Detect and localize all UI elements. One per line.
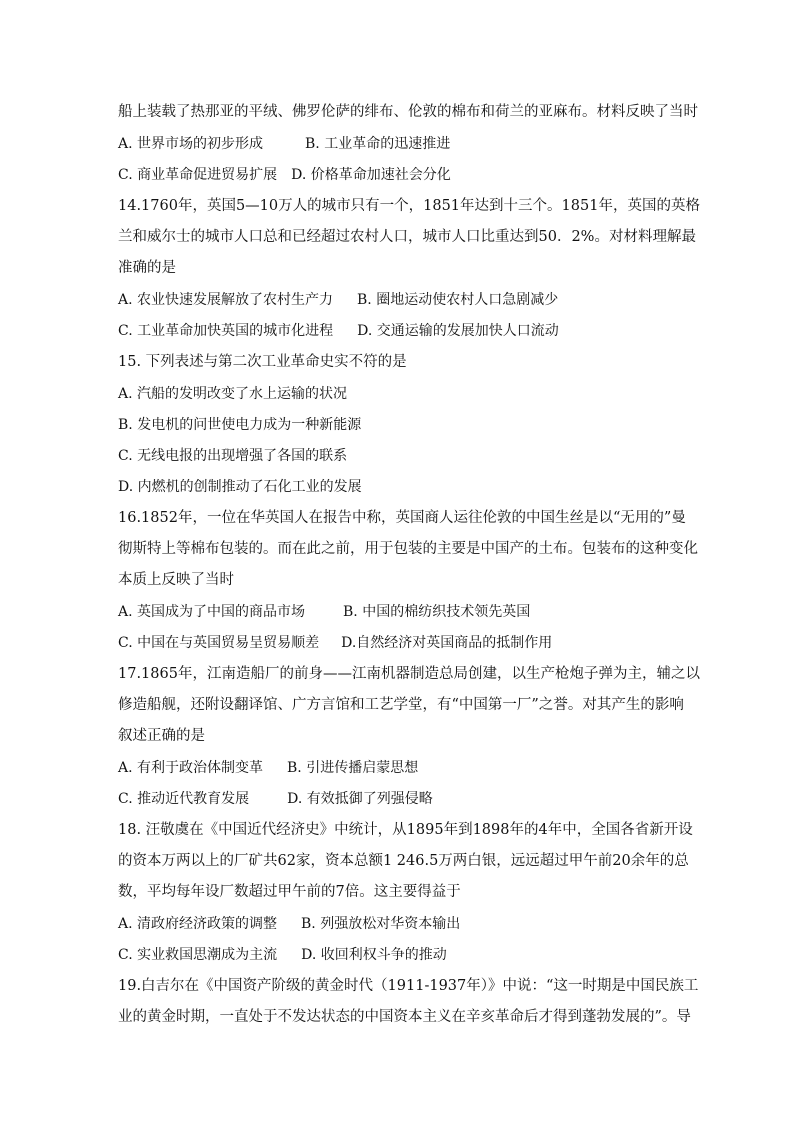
q18-stem-line: 18. 汪敬虞在《中国近代经济史》中统计，从1895年到1898年的4年中，全国各省新开设 xyxy=(118,822,693,838)
q16-option-c: C. 中国在与英国贸易呈贸易顺差 xyxy=(118,635,320,651)
q16-option-b: B. 中国的棉纺织技术领先英国 xyxy=(343,604,531,620)
q18-options-ab xyxy=(118,914,460,934)
q15-option-b: B. 发电机的问世使电力成为一种新能源 xyxy=(118,417,362,433)
q14-options-ab xyxy=(118,290,558,310)
q14-option-d: D. 交通运输的发展加快人口流动 xyxy=(357,323,559,339)
q15-stem-line: 15. 下列表述与第二次工业革命史实不符的是 xyxy=(118,354,407,370)
q16-stem-line: 16.1852年，一位在华英国人在报告中称，英国商人运往伦敦的中国生丝是以“无用的”曼 xyxy=(118,510,686,526)
q19-stem-line: 19.白吉尔在《中国资产阶级的黄金时代（1911-1937年）》中说：“这一时期是中国民族工 xyxy=(118,978,699,994)
q18-stem-line: 的资本万两以上的厂矿共62家，资本总额1 246.5万两白银，远远超过甲午前20余年的总 xyxy=(118,853,689,869)
q14-stem-line: 14.1760年，英国5—10万人的城市只有一个，1851年达到十三个。1851年，英国的英格 xyxy=(118,198,700,214)
q17-stem-line: 叙述正确的是 xyxy=(118,728,205,744)
q13-option-d: D. 价格革命加速社会分化 xyxy=(291,167,451,183)
q13-options-cd xyxy=(118,165,451,185)
q17-option-a: A. 有利于政治体制变革 xyxy=(118,760,264,776)
q16-option-a: A. 英国成为了中国的商品市场 xyxy=(118,604,306,620)
q18-option-b: B. 列强放松对华资本输出 xyxy=(301,916,461,932)
q13-option-a: A. 世界市场的初步形成 xyxy=(118,136,264,152)
q14-option-b: B. 圈地运动使农村人口急剧减少 xyxy=(357,292,559,308)
q18-option-a: A. 清政府经济政策的调整 xyxy=(118,916,278,932)
q17-stem-line: 修造船舰，还附设翻译馆、广方言馆和工艺学堂，有“中国第一厂”之誉。对其产生的影响 xyxy=(118,697,684,713)
q14-option-a: A. 农业快速发展解放了农村生产力 xyxy=(118,292,334,308)
q17-option-c: C. 推动近代教育发展 xyxy=(118,791,250,807)
q17-option-d: D. 有效抵御了列强侵略 xyxy=(287,791,433,807)
q15-option-d: D. 内燃机的创制推动了石化工业的发展 xyxy=(118,479,362,495)
q16-stem-line: 本质上反映了当时 xyxy=(118,572,234,588)
q14-stem-line: 准确的是 xyxy=(118,260,176,276)
q14-stem-line: 兰和威尔士的城市人口总和已经超过农村人口，城市人口比重达到50．2%。对材料理解最 xyxy=(118,229,696,245)
q16-stem-line: 彻斯特上等棉布包装的。而在此之前，用于包装的主要是中国产的土布。包装布的这种变化 xyxy=(118,541,698,557)
q13-option-b: B. 工业革命的迅速推进 xyxy=(305,136,451,152)
q17-options-cd xyxy=(118,789,433,809)
q19-stem-line: 业的黄金时期，一直处于不发达状态的中国资本主义在辛亥革命后才得到蓬勃发展的”。导 xyxy=(118,1009,691,1025)
q14-options-cd xyxy=(118,321,559,341)
q18-option-d: D. 收回利权斗争的推动 xyxy=(301,947,447,963)
q17-stem-line: 17.1865年，江南造船厂的前身——江南机器制造总局创建，以生产枪炮子弹为主，辅之以 xyxy=(118,666,700,682)
q14-option-c: C. 工业革命加快英国的城市化进程 xyxy=(118,323,334,339)
q15-option-c: C. 无线电报的出现增强了各国的联系 xyxy=(118,448,348,464)
q13-stem-line: 船上装载了热那亚的平绒、佛罗伦萨的绯布、伦敦的棉布和荷兰的亚麻布。材料反映了当时 xyxy=(118,104,698,120)
q16-options-ab xyxy=(118,602,530,622)
q13-options-ab xyxy=(118,134,450,154)
q16-options-cd xyxy=(118,633,552,653)
q15-option-a: A. 汽船的发明改变了水上运输的状况 xyxy=(118,386,348,402)
q13-option-c: C. 商业革命促进贸易扩展 xyxy=(118,167,278,183)
q18-stem-line: 数，平均每年设厂数超过甲午前的7倍。这主要得益于 xyxy=(118,884,461,900)
q18-option-c: C. 实业救国思潮成为主流 xyxy=(118,947,278,963)
q17-options-ab xyxy=(118,758,418,778)
q17-option-b: B. 引进传播启蒙思想 xyxy=(287,760,419,776)
q18-options-cd xyxy=(118,945,447,965)
q16-option-d: D.自然经济对英国商品的抵制作用 xyxy=(341,635,553,651)
